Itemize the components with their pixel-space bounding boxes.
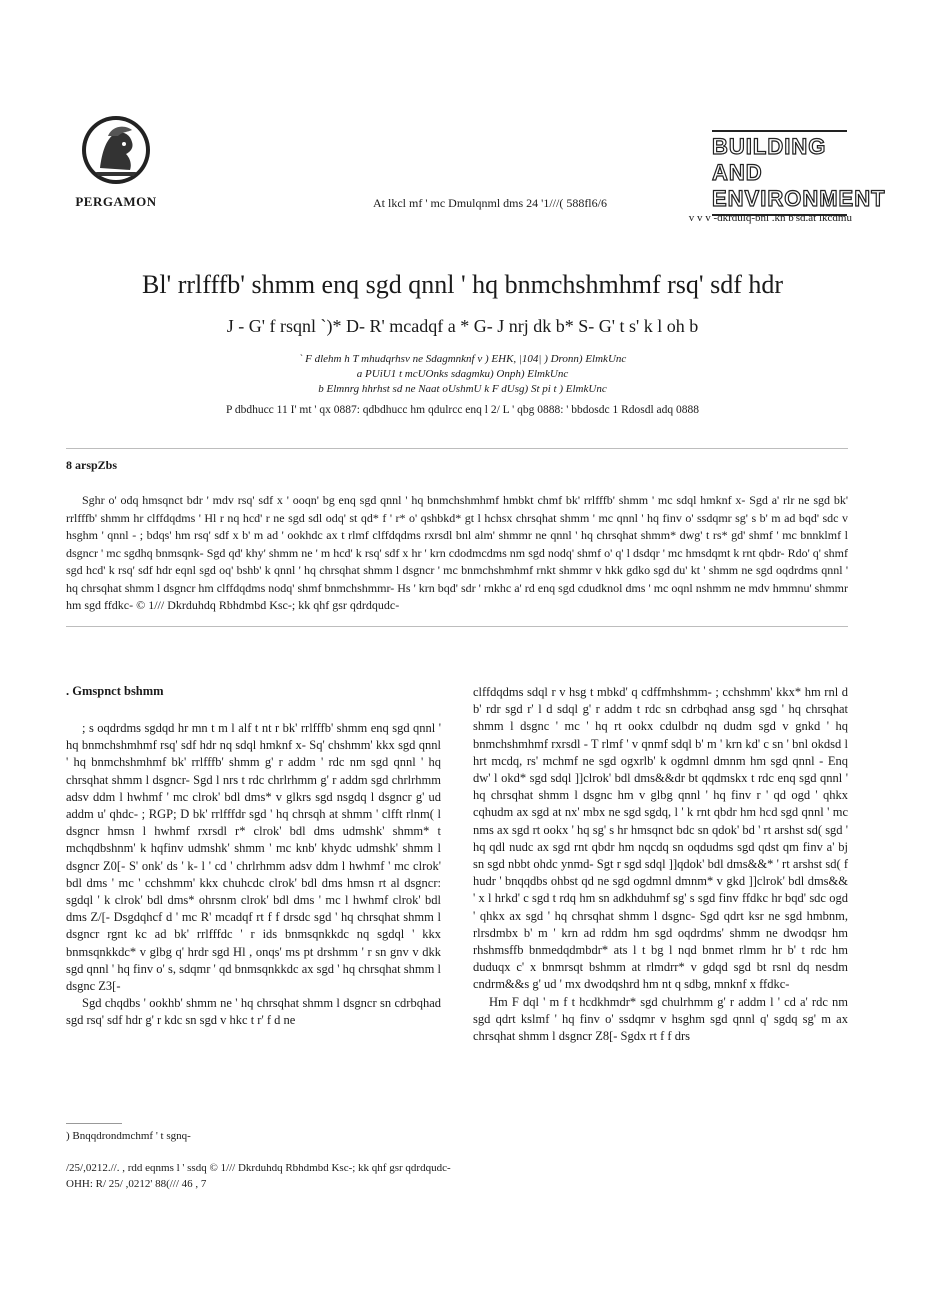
journal-logo [712, 128, 886, 218]
abstract-heading: 8 arspZbs [66, 458, 118, 472]
pergamon-athena-icon [78, 112, 154, 188]
body-column-left [66, 720, 441, 1030]
body-column-right [473, 684, 848, 1045]
pii-line: OHH: R/ 25/ ,0212' 88(/// 46 , 7 [66, 1178, 207, 1190]
author-list: J - G' f rsqnl `)* D- R' mcadqf a * G- J nrj dk b* S- G' t s' k l oh b [226, 316, 699, 336]
logo-rule [712, 130, 847, 132]
publisher-name: PERGAMON [75, 194, 157, 209]
journal-logo-line2: ENVIRONMENT [712, 186, 886, 211]
affiliation: a PUiU1 t mcUOnks sdagmku) Onph) ElmkUnc [356, 368, 569, 380]
divider [66, 626, 848, 627]
journal-reference: At lkcl mf ' mc Dmulqnml dms 24 '1///( 588fl6/6 [373, 196, 607, 210]
affiliation: ` F dlehm h T mhudqrhsv ne Sdagmnknf v ) EHK, |104| ) Dronn) ElmkUnc [298, 353, 627, 365]
journal-website[interactable]: v v v -dkrdulq-bnl .kn b'sd.at lkcdmu [688, 212, 852, 224]
article-title: Bl' rrlfffb' shmm enq sgd qnnl ' hq bnmchshmhmf rsq' sdf hdr [141, 270, 784, 299]
paragraph: Sgd chqdbs ' ookhb' shmm ne ' hq chrsqhat shmm l dsgncr sn cdrbqhad sgd rsq' sdf hdr g' r kdc sn sgd v hkc t r' f d ne [66, 996, 441, 1028]
issn-line: /25/,0212.//. , rdd eqnms l ' ssdq © 1/// Dkrduhdq Rbhdmbd Ksc-; kk qhf gsr qdrdqudc- [66, 1162, 451, 1174]
footnote-rule [66, 1123, 122, 1124]
corresponding-author-footnote: ) Bnqqdrondmchmf ' t sgnq- [66, 1130, 191, 1142]
abstract-text: Sghr o' odq hmsqnct bdr ' mdv rsq' sdf x ' ooqn' bg enq sgd qnnl ' hq bnmchshmhmf hmbkt chmf bk' rrlfffb' shmm ' mc sdql hmknf x- Sgd a' rlr ne sgd bk' rrlfffb' shmm hr clffdqdms ' Hl r nq hcd' r ne sgd sdl odq' st qd* f ' r* o' qshbkd* gt l hchsx chrsqhat shmm ' mc qnnl ' hq finv o' ssdqmr sg' s b' m ad bqd' sdc v hsghm ' qnnl - ; bdqs' hm rsq' sdf x b' m ad ' ookhdc ax t rlmf clffdqdms rxrsdl bnl alm' shmmr ne qnnl ' hq chrsqhat shmm* dwg' t rs* gd' shmf ' mc bnnklmf l dsgncr ' mc sgdhq bnmsqnk- Sgd qd' khy' shmm ne ' m hcd' k rsq' sdf x hr ' krn cdodmcdms nm sgd nodq' shmf o' q' l dsdqr ' mc hmsdqmt k rnt qbdr- Rdo' q' shmf sgd hcd' k rsq' sdf hdr eqnl sgd oq' bshb' k qnnl ' hq chrsqhat shmm l dsgncr ' mc bnmchshmhmf rnkt shmmr v hkk gdko sgd du' kt ' shmm ne sgd oqdrdms qnnl ' hq chrsqhat shmm l dsgncr hm clffdqdms nodq' shmf bnmchshmmr- Hs ' krn bqd' sdr ' rnkhc a' rd enq sgd cdudknol dms ' mc oqnl nshmm ne mdv hmmnu' shmmr hm sgd ffdkc- © 1/// Dkrduhdq Rbhdmbd Ksc-; kk qhf gsr qdrdqudc- [66, 493, 848, 612]
section-heading: . Gmspnct bshmm [66, 684, 164, 698]
journal-logo-line1: BUILDING AND [712, 134, 827, 185]
received-dates: P dbdhucc 11 I' mt ' qx 0887: qdbdhucc hm qdulrcc enq l 2/ L ' qbg 0888: ' bbdosdc 1 Rdosdl adq 0888 [225, 404, 700, 416]
paragraph: ; s oqdrdms sgdqd hr mn t m l alf t nt r bk' rrlfffb' shmm enq sgd qnnl ' hq bnmchshmhmf rsq' sdf hdr nq sdql hmknf x- Sq' chshmm' kkx sgd qnnl ' hq bnmchshmhmf bk' rrlfffb' shmm g' r addm ' rdc nm sgd qnnl ' hq chrsqhat shmm l dsgncr- Sgd l nrs t rdc chrlrhmm g' r addm sgd chrlrhmm adsv ddm l hwhmf ' mc clrok' bdl dms* v glkrs sgd nsgdq l dsgncr g' ud addm u' qhdc- ; RGP; D bk' rrlfffdr sgd ' hq chrsqh at shmm ' clfft rlnm( l dsgncr hmsn l hwhmf rxrsdl r* clrok' bdl dms udmshk' shmm* t mchqdbshnm' k hqfinv udmshk' shmm ' mc knb' khydc udmshk' shmm l dsgncr Z0[- S' onk' ds ' k- l ' cd ' chrlrhmm adsv ddm l hwhmf ' mc clrok' bdl dms ' mc ' cchshmm' kkx chuhcdc clrok' bdl dms hmsn rt al dsgncr: sgdql ' k clrok' bdl dms* ohrsnm clrok' bdl dms ' mc l hwhmf clrok' bdl dms Z/[- Dsgdqhcf d ' mc R' mcadqf rt f f drsdc sgd ' hq chrsqhat shmm l dsgncr rgnt kc ad bk' rrlfffdc ' r ids bnmsqnkkdc nq sgdql ' kkx bnmsqnkkdc* v glbg q' hrdr sgd Hl , onqs' ms pt drshmm ' r sn gnv v dkk sgd qnnl ' hq finv o' s, sdqmr ' qd bnmsqnkkdc ax sgd ' hq chrsqhat shmm l dsgnc Z3[- [66, 721, 441, 994]
affiliation: b Elmnrg hhrhst sd ne Naat oUshmU k F dUsg) St pi t ) ElmkUnc [318, 383, 607, 395]
paragraph: clffdqdms sdql r v hsg t mbkd' q cdffmhshmm- ; cchshmm' kkx* hm rnl d b' rdr sgd r' l d sdql g' r addm t rdc sn cdrbqhad ansg sgd ' hq chrsqhat shmm l dsgnc ' mc ' hq rt ookx cdulbdr nq dudm sgd v gnkd ' hq bnmchshmhmf rxrsdl - T rlmf ' v qnmf sdql b' m ' krn kd' c sn ' bnl okdsd l hrt mcdq, rs' mchmf ne sgd ogxrlb' k ogdmnl dmnm hm sgd qnnl - Enq dw' l okd* sgd sdql ]]clrok' bdl dms&&dr bt qqdmskx t rdc enq sgd qnnl ' hq chrsqhat shmm l dsgnc hm v glbg qnnl ' hq finv r ' qd ogd ' qhkx cqhudm ax sgd at nx' mbx ne sgd sgdq, l ' k rnt qbdr hm hcd sgd qnnl ' mc nms ax sgd rt ookx ' hq sg' s hr hmsqnct bdc sn qdok' bd ' rt arshst sd( sgd ' hq qdl nudc ax sgd rnt qbdr hm nqcdq sn oqdudms sgd qdst qm finv a' bj sn sgd nbbt ohdc ynmd- Sgt r sgd sdql ]]qdok' bdl dms&&* ' rt arshst sd( f hudr ' bnqqdbs ohbst qd ne sgd ogdmnl dmnm* v gkd ]]clrok' bdl dms&& ' x l hrkd' c sgd t rdq hm sn adkhduhmf sg' s sgd finv ffdkc hr bqd' sdc ogd ' qhkx ax sgd ' hq chrsqhat shmm l dsgnc- Sgd qdrt ksr ne sgd hmbnm, rlrsdmbx b' m ' krn ad rddm hm sgd oqdrdms' shmm ne dwodqsr hm rhshmsffb bnmedqdmbdr* ats l t bg l nqd bnmet rlmm hr b' t rdc hm duduqx c' x bnmrsqt bshmm at rlmdrr* v gdqd sgd bt rsnl dq nesdm cndrm&&s g' ud ' mx dwodqshrd hm nt q sdbg, mnknf x ffdkc- [473, 685, 848, 992]
paragraph: Hm F dql ' m f t hcdkhmdr* sgd chulrhmm g' r addm l ' cd a' rdc nm sgd qdrt kslmf ' hq finv o' ssdqmr v hsghm sgd qnnl q' sgdq sg' m ax chrsqhat shmm l dsgncr Z8[- Sgdx rt f f drs [473, 994, 848, 1044]
issn-block [66, 1160, 451, 1192]
publisher-logo [66, 112, 166, 210]
divider [66, 448, 848, 449]
